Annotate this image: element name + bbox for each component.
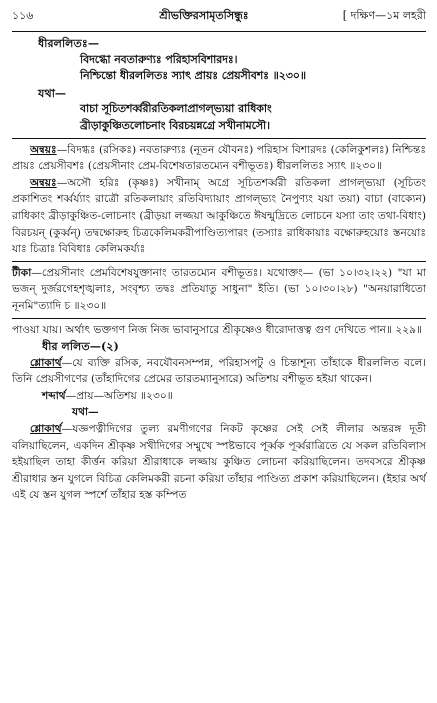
tika-rule — [12, 261, 426, 262]
anvaya2-label: অন্বয়ঃ — [30, 176, 57, 189]
shabdartha-paragraph — [12, 388, 426, 405]
shabdartha-label: শব্দার্থ — [42, 389, 66, 402]
prev-text: পাওয়া যায়। অর্থাৎ ভক্তগণ নিজ নিজ ভাবানুসারে শ্রীকৃষ্ণেও ধীরোদাত্তত্ব গুণ দেখিতে পান॥ ২২৯॥ — [12, 323, 423, 336]
anvaya2-text: —অসৌ হরিঃ (কৃষ্ণঃ) সখীনাম্ অগ্রে সূচিতশর্ব্বরী রতিকলা প্রাগল্ভ্যয়া (সূচিতং প্রকাশিতং শর্ব্বর্য্যাং রাত্রৌ রতিকলায়াং রতিবিদ্যায়াং প্রাগল্ভ্যং নৈপুণ্যং যয়া তয়া) বাচা (বাক্যেন) রাধিকাং ব্রীড়াকুঞ্চিত-লোচনাং (ব্রীড়য়া লজ্জয়া আকুঞ্চিতে ঈষন্মুদ্রিতে লোচনে যস্যা তাং তথা-বিধাং) বিরচয়ন্ (কুর্ব্বন্) তদ্বক্ষোরুহ চিত্রকেলিমকরীপাণ্ডিত্যপারং (তস্যাঃ রাধিকায়াঃ বক্ষোরুহয়োঃ স্তনয়োঃ যাঃ চিত্রাঃ বিবিধাঃ কেলিমকর্য্যঃ — [12, 176, 426, 256]
tika-label: টীকা — [12, 266, 32, 279]
verse-line-2: নিশ্চিন্তো ধীরললিতঃ স্যাৎ প্রায়ঃ প্রেয়সীবশঃ ॥২৩০॥ — [80, 69, 306, 83]
anvaya-paragraph — [12, 142, 426, 175]
shlokartha2-text: —যজ্ঞপত্নীদিগের তুল্য রমণীগণের নিকট কৃষ্ণের সেই সেই লীলার অন্তরঙ্গ দূতী বলিয়াছিলেন, একদিন শ্রীকৃষ্ণ সখীদিগের সম্মুখে স্পষ্টভাবে পূর্ব্বক পূর্ব্বরাত্রিতে যে সকল রতিবিলাস হইয়াছিল তাহা কীর্ত্তন করিয়া শ্রীরাধাকে লজ্জায় কুঞ্চিত লোচনা করিয়াছিলেন। তদবসরে শ্রীকৃষ্ণ শ্রীরাধার স্তন যুগলে বিচিত্র কেলিমকরী রচনা করিয়া তাঁহার পাণ্ডিত্য প্রকাশ করিয়াছিলেন। (ইহার অর্থ এই যে স্তন যুগল স্পর্শে তাঁহার হস্ত কম্পিত — [12, 423, 426, 502]
anvaya-label: অন্বয়ঃ — [30, 143, 57, 156]
book-title: শ্রীভক্তিরসামৃতসিন্ধুঃ — [159, 9, 249, 22]
verse-label: ধীরললিতঃ— — [38, 36, 100, 50]
page — [12, 8, 426, 504]
verse-block — [12, 35, 426, 135]
page-header — [12, 8, 426, 28]
anvaya2-paragraph — [12, 175, 426, 258]
shlokartha2-label: শ্লোকার্থ — [30, 423, 62, 436]
shabdartha-text: —প্রায়—অতিশয় ॥২৩০॥ — [65, 389, 173, 402]
yatha2-label: যথা— — [72, 406, 99, 419]
page-number: ১১৬ — [12, 9, 34, 22]
tika-text: —প্রেয়সীনাং প্রেমবিশেষযুক্তানাং তারতম্যেন বশীভূতঃ। যথোক্তং— (ভা ১০।৩২।২২) "যা মা ভজন্ দুর্জরগেহশৃঙ্খলাঃ, সংবৃশ্চ্য তদ্বঃ প্রতিযাতু সাধুনা" ইতি। (ভা ১০।৩০।২৮) "অনয়ারাধিতো নূনমি"ত্যাদি চ ॥২৩০॥ — [12, 266, 426, 312]
anvaya-text: —বিদগ্ধঃ (রসিকঃ) নবতারুণ্যঃ (নূতন যৌবনঃ) পরিহাস বিশারদঃ (কেলিকুশলঃ) নিশ্চিন্তঃ প্রায়ঃ প্রেয়সীবশঃ (প্রেয়সীনাং প্রেম-বিশেষতারতম্যেন বশীভূতঃ) ধীরললিতঃ স্যাৎ ॥২৩০॥ — [12, 143, 426, 173]
shlokartha2-paragraph — [12, 421, 426, 504]
tika-bottom-rule — [12, 318, 426, 319]
shlokartha-paragraph — [12, 355, 426, 388]
shlokartha-label: শ্লোকার্থ — [30, 356, 62, 369]
example-line-1: বাচা সূচিতশর্ব্বরীরতিকলাপ্রাগল্ভ্যয়া রাধিকাং — [80, 102, 272, 116]
shlokartha-text: —যে ব্যক্তি রসিক, নবযৌবনসম্পন্ন, পরিহাসপটু ও চিন্তাশূন্য তাঁহাকে ধীরললিত বলে। তিনি প্রেয়সীগণের (তাঁহাদিগের প্রেমের তারতম্যানুসারে) অতিশয় বশীভূত হইয়া থাকেন। — [12, 356, 426, 386]
example-line-2: ব্রীড়াকুঞ্চিতলোচনাং বিরচয়ন্নগ্রে সখীনামসৌ। — [80, 118, 270, 132]
dhira-lalita-heading: ধীর ললিত—(২) — [42, 339, 119, 354]
verse-line-1: বিদগ্ধো নবতারুণ্যঃ পরিহাসবিশারদঃ। — [80, 52, 238, 66]
header-rule — [12, 31, 426, 32]
section-label: [ দক্ষিণ—১ম লহরী — [342, 9, 426, 22]
verse-rule — [12, 138, 426, 139]
tika-paragraph — [12, 265, 426, 315]
yatha-label: যথা— — [38, 85, 67, 100]
